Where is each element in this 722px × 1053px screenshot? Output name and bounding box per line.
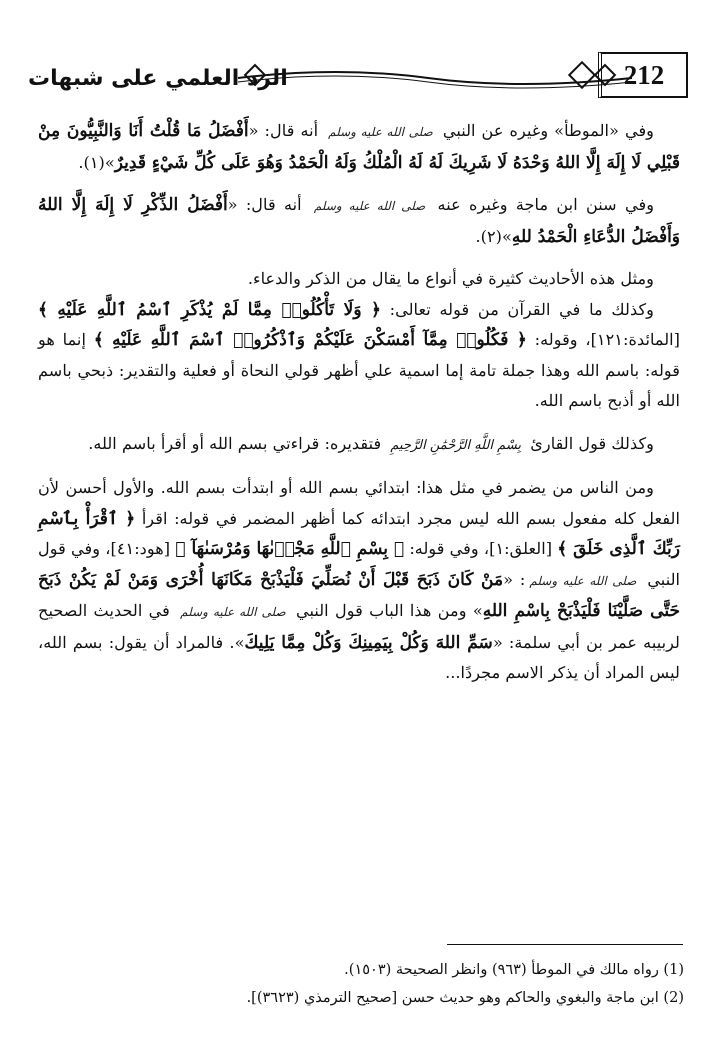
p6-text-c: [هود:٤١]، وفي قول النبي [38, 539, 681, 589]
p5-text-b: فتقديره: قراءتي بسم الله أو أقرأ باسم الله. [88, 433, 382, 453]
hadith-quote: مَنْ كَانَ ذَبَحَ قَبْلَ أَنْ نُصَلِّيَ فَلْيَذْبَحْ مَكَانَهَا أُخْرَى وَمَنْ لَمْ يَكُنْ ذَبَحَ حَتَّى صَلَّيْنَا فَلْيَذْبَحْ بِاسْمِ اللهِ [38, 569, 680, 621]
hadith-quote: أَفْضَلُ مَا قُلْتُ أَنَا وَالنَّبِيُّونَ مِنْ قَبْلِي لَا إِلَهَ إِلَّا اللهُ وَحْدَهُ لَا شَرِيكَ لَهُ لَهُ الْمُلْكُ وَلَهُ الْحَمْدُ وَهُوَ عَلَى كُلِّ شَيْءٍ قَدِيرٌ [38, 121, 680, 173]
p1-text-c: »(١). [78, 152, 115, 172]
footnotes [60, 956, 684, 1012]
p2-text-b: أنه قال: « [227, 195, 302, 214]
p4-text-c: إنما هو قوله: باسم الله وهذا جملة تامة إما اسمية علي أظهر قولي النحاة أو فعلية والتقدير: ذبحي باسم الله أو أذبح باسم الله. [38, 330, 680, 410]
paragraph-3: ومثل هذه الأحاديث كثيرة في أنواع ما يقال من الذكر والدعاء. [247, 269, 654, 288]
p6-text-e: » ومن هذا الباب قول النبي [295, 601, 483, 620]
p5-text-a: وكذلك قول القارئ [530, 433, 654, 453]
paragraph-1 [38, 116, 680, 178]
footnote-2: (2) ابن ماجة والبغوي والحاكم وهو حديث حسن [صحيح الترمذي (٣٦٢٣)]. [246, 990, 684, 1006]
quran-verse: ﴿ ٱقْرَأْ بِٱسْمِ رَبِّكَ ٱلَّذِى خَلَقَ ﴾ [38, 508, 680, 559]
p6-text-d: : « [503, 569, 526, 589]
quran-verse: ﴿ فَكُلُوا۟ مِمَّآ أَمْسَكْنَ عَلَيْكُمْ وَٱذْكُرُوا۟ ٱسْمَ ٱللَّهِ عَلَيْهِ ﴾ [93, 330, 527, 350]
hadith-quote: سَمِّ اللهَ وَكُلْ بِيَمِينِكَ وَكُلْ مِمَّا يَلِيكَ [244, 632, 493, 653]
footnote-divider [447, 944, 683, 945]
paragraph-4 [38, 295, 680, 417]
hadith-quote: أَفْضَلُ الذِّكْرِ لَا إِلَهَ إِلَّا اللهُ وَأَفْضَلُ الدُّعَاءِ الْحَمْدُ للهِ [38, 195, 680, 247]
p4-text-a: وكذلك ما في القرآن من قوله تعالى: [389, 299, 654, 319]
paragraph-2 [38, 190, 680, 252]
salawat-mark: صلى الله عليه وسلم [313, 199, 426, 213]
quran-verse: ﴿ وَلَا تَأْكُلُوا۟ مِمَّا لَمْ يُذْكَرِ ٱسْمُ ٱللَّهِ عَلَيْهِ ﴾ [38, 299, 381, 320]
p6-text-b: [العلق:١]، وفي قوله: [409, 539, 553, 558]
footnote-1: (1) رواه مالك في الموطأ (٩٦٣) وانظر الصحيحة (١٥٠٣). [344, 962, 684, 978]
p6-text-g: ». فالمراد أن يقول: بسم الله، ليس المراد أن يذكر الاسم مجردًا... [38, 632, 680, 682]
main-text [38, 116, 680, 701]
salawat-mark: صلى الله عليه وسلم [180, 605, 286, 619]
page-number: 212 [598, 52, 688, 98]
paragraph-5 [38, 429, 680, 462]
p2-text-a: وفي سنن ابن ماجة وغيره عنه [437, 195, 655, 214]
header-ornament-icon [228, 56, 640, 96]
header-title: الرد العلمي على شبهات [28, 66, 288, 91]
p1-text-b: أنه قال: « [248, 121, 319, 140]
p2-text-c: »(٢). [475, 226, 512, 246]
p1-text-a: وفي «الموطأ» وغيره عن النبي [442, 121, 655, 140]
basmala-mark: بِسْمِ اللَّهِ الرَّحْمَٰنِ الرَّحِيمِ [390, 437, 522, 453]
p6-text-f: في الحديث الصحيح لربيبه عمر بن أبي سلمة: « [38, 601, 680, 652]
quran-verse: ﴿ بِسْمِ ٱللَّهِ مَجْر۪ىٰهَا وَمُرْسَىٰهَآ ﴾ [175, 539, 405, 559]
p4-text-b: [المائدة:١٢١]، وقوله: [534, 330, 680, 349]
salawat-mark: صلى الله عليه وسلم [328, 125, 433, 139]
paragraph-6 [38, 473, 680, 689]
salawat-mark: صلى الله عليه وسلم [529, 573, 637, 588]
p6-text-a: ومن الناس من يضمر في مثل هذا: ابتدائي بسم الله أو ابتدأت بسم الله. والأول أحسن لأن الفعل كله مفعول بسم الله ليس مجرد ابتدائه كما أظهر المضمر في قوله: اقرأ [38, 478, 680, 528]
page-header [28, 52, 694, 106]
